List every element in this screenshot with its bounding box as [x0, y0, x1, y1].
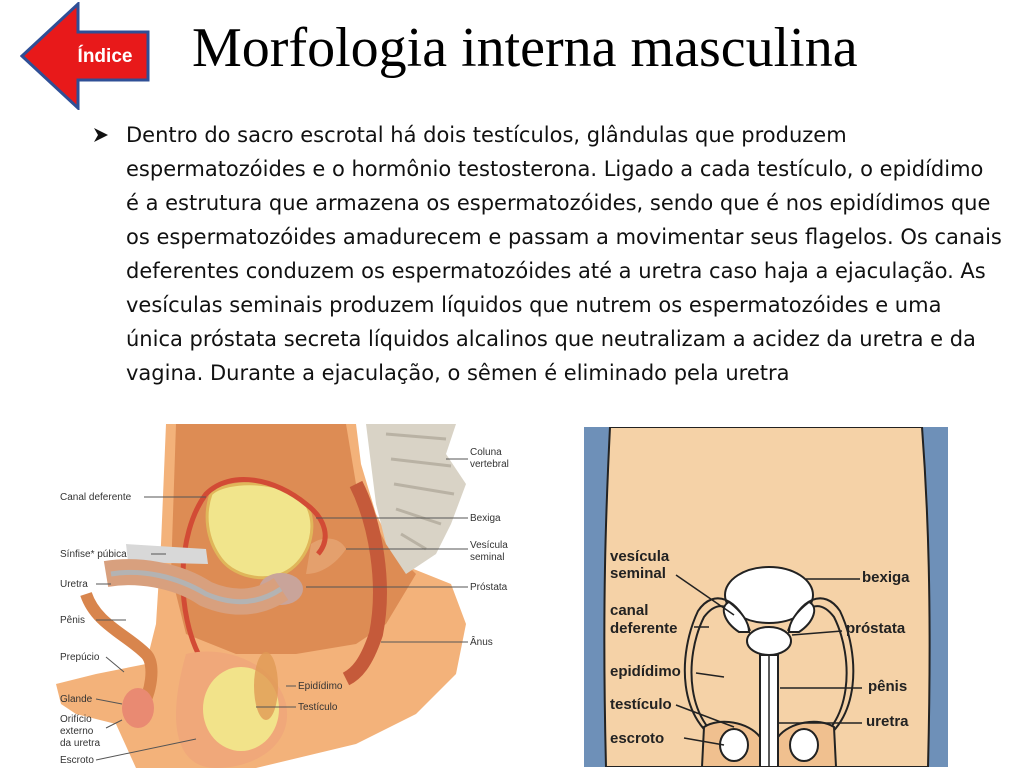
slide-title: Morfologia interna masculina [192, 17, 858, 79]
label-testiculo: Testículo [298, 702, 338, 713]
bullet-text: Dentro do sacro escrotal há dois testículos, glândulas que produzem espermatozóides e o hormônio testosterona. Ligado a cada testículo, o epidídimo é a estrutura que armazena os espermatozóides, sendo que é nos epidídimos que os espermatozóides amadurecem e passam a movimentar seus flagelos. Os canais deferentes conduzem os espermatozóides até a uretra caso haja a ejaculação. As vesículas seminais produzem líquidos que nutrem os espermatozóides e uma única próstata secreta líquidos alcalinos que neutralizam a acidez da uretra e da vagina. Durante a ejaculação, o sêmen é eliminado pela uretra [126, 123, 1002, 385]
front-label-vesicula-1: vesícula [610, 548, 670, 565]
label-penis: Pênis [60, 615, 86, 626]
label-anus: Ânus [470, 637, 493, 648]
front-label-escroto: escroto [610, 730, 665, 747]
front-label-epididimo: epidídimo [610, 663, 681, 680]
front-label-vesicula-2: seminal [610, 565, 666, 582]
front-label-canal-2: deferente [610, 620, 678, 637]
label-sinfise: Sínfise* púbica [60, 549, 127, 560]
front-label-bexiga: bexiga [862, 569, 910, 586]
label-escroto: Escroto [60, 755, 94, 766]
label-orificio-2: externo [60, 726, 94, 737]
front-label-penis: pênis [868, 678, 908, 695]
frontal-anatomy-figure [584, 427, 948, 767]
index-back-label: Índice [77, 46, 133, 67]
front-label-testiculo: testículo [610, 696, 672, 713]
front-label-uretra: uretra [866, 713, 909, 730]
index-back-button[interactable] [20, 2, 152, 110]
label-canal-deferente: Canal deferente [60, 492, 132, 503]
sagittal-anatomy-figure [56, 424, 526, 768]
label-uretra: Uretra [60, 579, 88, 590]
label-prostata: Próstata [470, 582, 508, 593]
front-label-canal-1: canal [610, 602, 649, 619]
label-coluna-2: vertebral [470, 459, 509, 470]
label-coluna-1: Coluna [470, 447, 502, 458]
label-prepucio: Prepúcio [60, 652, 100, 663]
label-glande: Glande [60, 694, 93, 705]
label-vesicula-2: seminal [470, 552, 505, 563]
label-orificio-3: da uretra [60, 738, 101, 749]
label-vesicula-1: Vesícula [470, 540, 508, 551]
label-epididimo: Epidídimo [298, 681, 343, 692]
front-label-prostata: próstata [846, 620, 906, 637]
arrow-bullet-icon [92, 126, 110, 144]
label-bexiga: Bexiga [470, 513, 501, 524]
label-orificio-1: Orifício [60, 714, 92, 725]
